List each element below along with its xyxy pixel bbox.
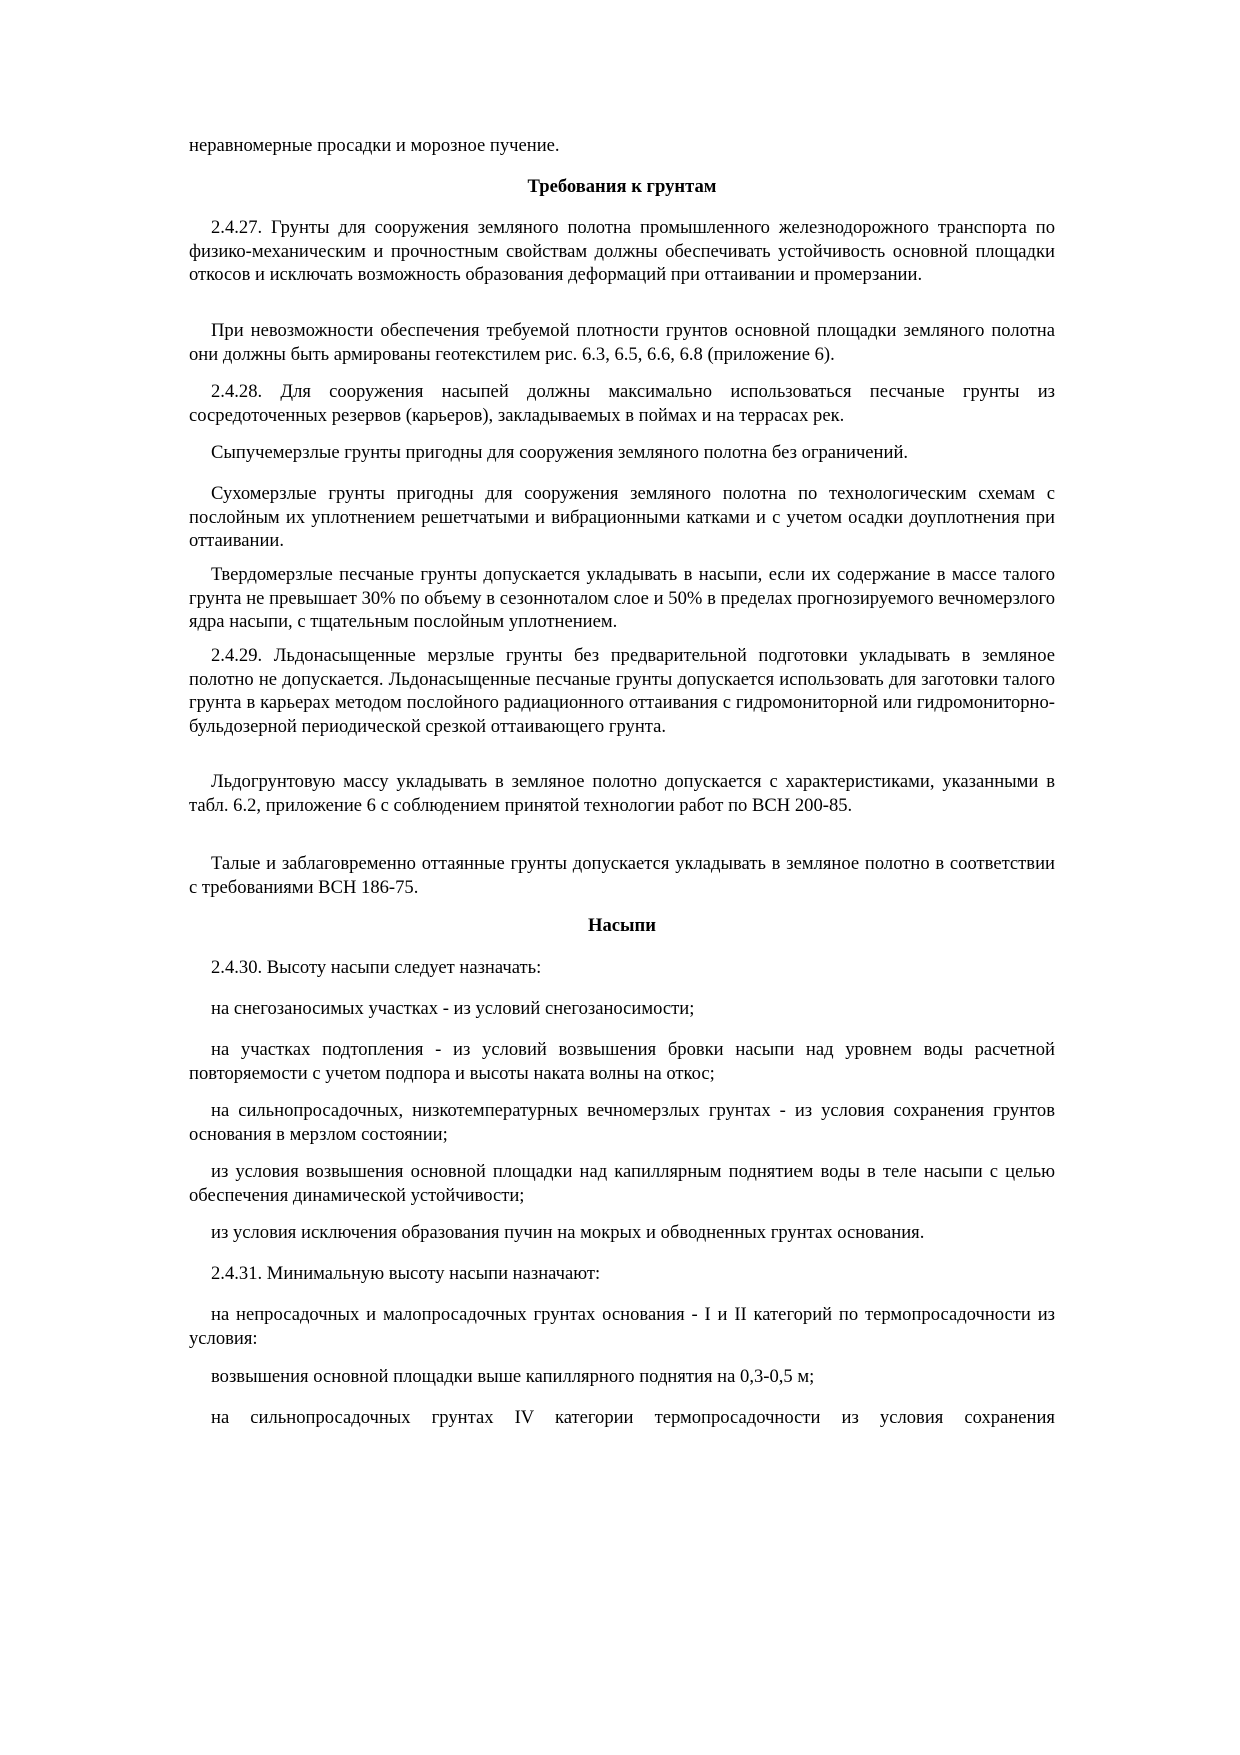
heading-embankments: Насыпи (588, 915, 656, 936)
paragraph-dry-frozen-soils: Сухомерзлые грунты пригодны для сооружения земляного полотна по технологическим схемам с послойным их уплотнением решетчатыми и вибрационными катками и с учетом осадки доуплотнения при оттаивании. (189, 483, 1055, 551)
paragraph-subsiding-permafrost: на сильнопросадочных, низкотемпературных вечномерзлых грунтах - из условия сохранения грунтов основания в мерзлом состоянии; (189, 1100, 1055, 1145)
paragraph-capillary-rise: из условия возвышения основной площадки над капиллярным поднятием воды в теле насыпи с целью обеспечения динамической устойчивости; (189, 1161, 1055, 1206)
paragraph-category-4: на сильнопросадочных грунтах IV категории термопросадочности из условия сохранения (211, 1407, 1055, 1428)
paragraph-snow-drift: на снегозаносимых участках - из условий снегозаносимости; (211, 998, 695, 1019)
paragraph-2-4-30: 2.4.30. Высоту насыпи следует назначать: (211, 957, 542, 978)
paragraph-2-4-27: 2.4.27. Грунты для сооружения земляного полотна промышленного железнодорожного транспорта по физико-механическим и прочностным свойствам должны обеспечивать устойчивость основной площадки откосов и исключать возможность образования деформаций при оттаивании и промерзании. (189, 217, 1055, 285)
paragraph-2-4-31: 2.4.31. Минимальную высоту насыпи назначают: (211, 1263, 601, 1284)
paragraph-flooding: на участках подтопления - из условий возвышения бровки насыпи над уровнем воды расчетной повторяемости с учетом подпора и высоты наката волны на откос; (189, 1039, 1055, 1084)
paragraph-thawed-soils: Талые и заблаговременно оттаянные грунты допускается укладывать в земляное полотно в соответствии с требованиями ВСН 186-75. (189, 853, 1055, 898)
paragraph-ice-soil-mass: Льдогрунтовую массу укладывать в земляное полотно допускается с характеристиками, указанными в табл. 6.2, приложение 6 с соблюдением принятой технологии работ по ВСН 200-85. (189, 771, 1055, 816)
heading-soil-requirements: Требования к грунтам (527, 176, 717, 197)
paragraph-non-subsiding-soils: на непросадочных и малопросадочных грунтах основания - I и II категорий по термопросадочности из условия: (189, 1304, 1055, 1349)
paragraph-platform-elevation: возвышения основной площадки выше капиллярного поднятия на 0,3-0,5 м; (211, 1366, 815, 1387)
paragraph-loose-frozen-soils: Сыпучемерзлые грунты пригодны для сооружения земляного полотна без ограничений. (211, 442, 909, 463)
paragraph-heaving: из условия исключения образования пучин на мокрых и обводненных грунтах основания. (211, 1222, 925, 1243)
paragraph-2-4-29: 2.4.29. Льдонасыщенные мерзлые грунты без предварительной подготовки укладывать в земляное полотно не допускается. Льдонасыщенные песчаные грунты допускается использовать для заготовки талого грунта в карьерах методом послойного радиационного оттаивания с гидромониторной или гидромониторно-бульдозерной периодической срезкой оттаивающего грунта. (189, 645, 1055, 737)
paragraph-2-4-28: 2.4.28. Для сооружения насыпей должны максимально использоваться песчаные грунты из сосредоточенных резервов (карьеров), закладываемых в поймах и на террасах рек. (189, 381, 1055, 426)
paragraph-geotextile: При невозможности обеспечения требуемой плотности грунтов основной площадки земляного полотна они должны быть армированы геотекстилем рис. 6.3, 6.5, 6.6, 6.8 (приложение 6). (189, 320, 1055, 365)
paragraph-intro: неравномерные просадки и морозное пучение. (189, 135, 560, 156)
paragraph-hard-frozen-soils: Твердомерзлые песчаные грунты допускается укладывать в насыпи, если их содержание в массе талого грунта не превышает 30% по объему в сезонноталом слое и 50% в пределах прогнозируемого вечномерзлого ядра насыпи, с тщательным послойным уплотнением. (189, 564, 1055, 632)
